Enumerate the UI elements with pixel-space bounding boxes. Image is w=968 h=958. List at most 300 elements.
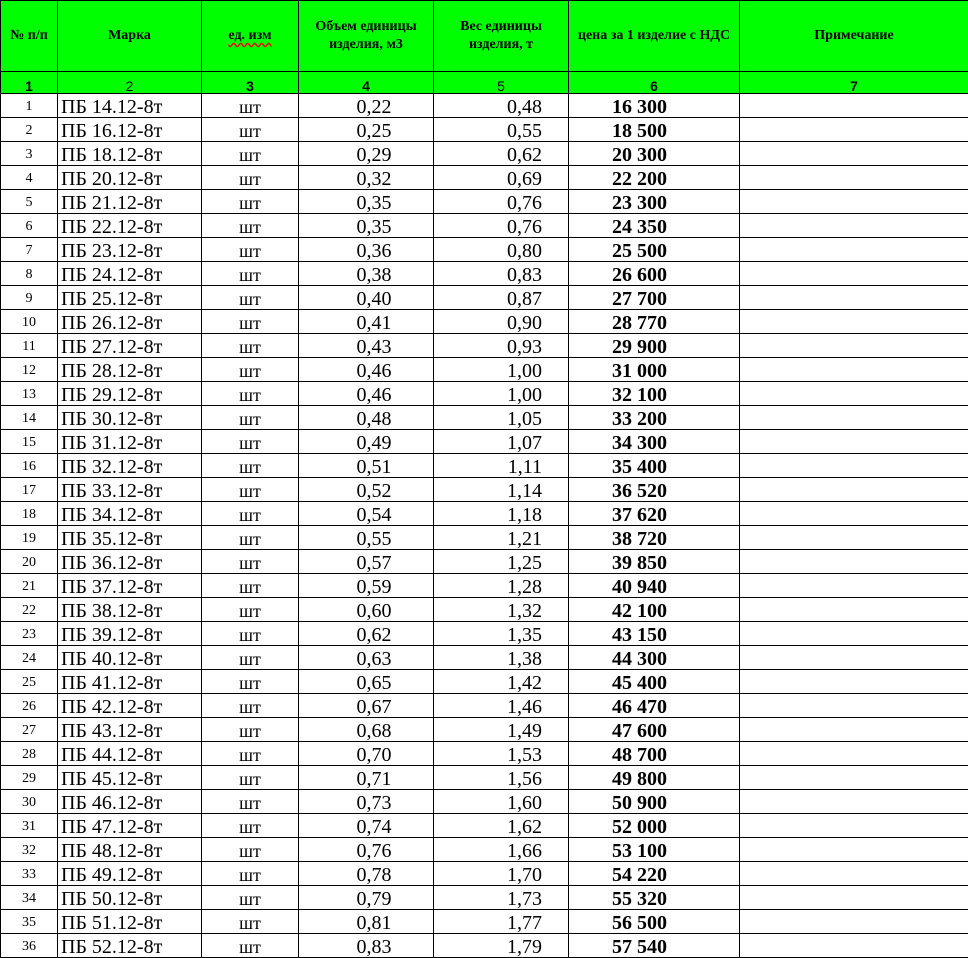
table-row	[1, 694, 968, 718]
cell-volume[interactable]: 0,41	[299, 310, 434, 334]
cell-volume[interactable]: 0,62	[299, 622, 434, 646]
cell-volume[interactable]: 0,38	[299, 262, 434, 286]
cell-mark[interactable]: ПБ 29.12-8т	[58, 382, 202, 406]
cell-weight[interactable]: 1,77	[434, 910, 569, 934]
cell-weight[interactable]: 0,87	[434, 286, 569, 310]
cell-mark[interactable]: ПБ 48.12-8т	[58, 838, 202, 862]
cell-mark[interactable]: ПБ 44.12-8т	[58, 742, 202, 766]
cell-volume[interactable]: 0,65	[299, 670, 434, 694]
cell-volume[interactable]: 0,36	[299, 238, 434, 262]
cell-volume[interactable]: 0,29	[299, 142, 434, 166]
table-row	[1, 310, 968, 334]
cell-volume[interactable]: 0,73	[299, 790, 434, 814]
table-row	[1, 550, 968, 574]
table-row	[1, 166, 968, 190]
cell-note[interactable]	[740, 454, 968, 478]
cell-row-number[interactable]: 32	[1, 838, 58, 862]
cell-volume[interactable]: 0,76	[299, 838, 434, 862]
cell-volume[interactable]: 0,57	[299, 550, 434, 574]
cell-row-number[interactable]: 7	[1, 238, 58, 262]
cell-unit[interactable]: шт	[202, 550, 299, 574]
cell-volume[interactable]: 0,35	[299, 214, 434, 238]
cell-note[interactable]	[740, 670, 968, 694]
table-row	[1, 94, 968, 118]
cell-mark[interactable]: ПБ 24.12-8т	[58, 262, 202, 286]
cell-unit[interactable]: шт	[202, 334, 299, 358]
cell-note[interactable]	[740, 910, 968, 934]
cell-row-number[interactable]: 28	[1, 742, 58, 766]
cell-price[interactable]: 23 300	[569, 190, 740, 214]
cell-price[interactable]: 46 470	[569, 694, 740, 718]
cell-row-number[interactable]: 22	[1, 598, 58, 622]
cell-volume[interactable]: 0,22	[299, 94, 434, 118]
cell-unit[interactable]: шт	[202, 838, 299, 862]
header-weight[interactable]: Вес единицы изделия, т	[434, 1, 569, 72]
cell-volume[interactable]: 0,68	[299, 718, 434, 742]
cell-mark[interactable]: ПБ 31.12-8т	[58, 430, 202, 454]
cell-row-number[interactable]: 27	[1, 718, 58, 742]
table-row	[1, 214, 968, 238]
header-unit-label: ед. изм	[228, 28, 271, 43]
table-row	[1, 670, 968, 694]
cell-weight[interactable]: 0,83	[434, 262, 569, 286]
cell-volume[interactable]: 0,55	[299, 526, 434, 550]
cell-mark[interactable]: ПБ 46.12-8т	[58, 790, 202, 814]
cell-unit[interactable]: шт	[202, 262, 299, 286]
cell-mark[interactable]: ПБ 50.12-8т	[58, 886, 202, 910]
cell-mark[interactable]: ПБ 42.12-8т	[58, 694, 202, 718]
cell-volume[interactable]: 0,46	[299, 382, 434, 406]
cell-note[interactable]	[740, 646, 968, 670]
cell-weight[interactable]: 1,07	[434, 430, 569, 454]
cell-price[interactable]: 16 300	[569, 94, 740, 118]
cell-price[interactable]: 43 150	[569, 622, 740, 646]
cell-row-number[interactable]: 17	[1, 478, 58, 502]
cell-row-number[interactable]: 19	[1, 526, 58, 550]
cell-weight[interactable]: 1,42	[434, 670, 569, 694]
cell-note[interactable]	[740, 862, 968, 886]
cell-row-number[interactable]: 34	[1, 886, 58, 910]
cell-volume[interactable]: 0,52	[299, 478, 434, 502]
cell-mark[interactable]: ПБ 43.12-8т	[58, 718, 202, 742]
cell-unit[interactable]: шт	[202, 814, 299, 838]
cell-volume[interactable]: 0,40	[299, 286, 434, 310]
cell-note[interactable]	[740, 814, 968, 838]
cell-volume[interactable]: 0,60	[299, 598, 434, 622]
cell-note[interactable]	[740, 190, 968, 214]
cell-unit[interactable]: шт	[202, 742, 299, 766]
cell-note[interactable]	[740, 550, 968, 574]
table-row	[1, 502, 968, 526]
cell-price[interactable]: 52 000	[569, 814, 740, 838]
cell-volume[interactable]: 0,48	[299, 406, 434, 430]
cell-weight[interactable]: 1,28	[434, 574, 569, 598]
cell-note[interactable]	[740, 382, 968, 406]
table-row	[1, 190, 968, 214]
cell-note[interactable]	[740, 838, 968, 862]
column-number[interactable]: 3	[202, 72, 299, 94]
cell-price[interactable]: 33 200	[569, 406, 740, 430]
cell-note[interactable]	[740, 574, 968, 598]
cell-unit[interactable]: шт	[202, 790, 299, 814]
cell-note[interactable]	[740, 118, 968, 142]
cell-unit[interactable]: шт	[202, 526, 299, 550]
cell-weight[interactable]: 1,56	[434, 766, 569, 790]
cell-weight[interactable]: 1,49	[434, 718, 569, 742]
cell-note[interactable]	[740, 694, 968, 718]
cell-weight[interactable]: 1,38	[434, 646, 569, 670]
cell-volume[interactable]: 0,71	[299, 766, 434, 790]
cell-volume[interactable]: 0,63	[299, 646, 434, 670]
cell-unit[interactable]: шт	[202, 358, 299, 382]
cell-volume[interactable]: 0,25	[299, 118, 434, 142]
cell-mark[interactable]: ПБ 22.12-8т	[58, 214, 202, 238]
header-unit[interactable]	[202, 1, 299, 72]
cell-note[interactable]	[740, 718, 968, 742]
cell-mark[interactable]: ПБ 27.12-8т	[58, 334, 202, 358]
cell-weight[interactable]: 1,46	[434, 694, 569, 718]
cell-row-number[interactable]: 2	[1, 118, 58, 142]
cell-row-number[interactable]: 3	[1, 142, 58, 166]
table-row	[1, 814, 968, 838]
cell-weight[interactable]: 1,35	[434, 622, 569, 646]
cell-row-number[interactable]: 16	[1, 454, 58, 478]
cell-price[interactable]: 39 850	[569, 550, 740, 574]
cell-note[interactable]	[740, 214, 968, 238]
cell-weight[interactable]: 1,18	[434, 502, 569, 526]
cell-price[interactable]: 50 900	[569, 790, 740, 814]
cell-price[interactable]: 42 100	[569, 598, 740, 622]
cell-weight[interactable]: 0,62	[434, 142, 569, 166]
cell-note[interactable]	[740, 934, 968, 958]
cell-mark[interactable]: ПБ 52.12-8т	[58, 934, 202, 958]
table-row	[1, 430, 968, 454]
header-price[interactable]: цена за 1 изделие с НДС	[569, 1, 740, 72]
cell-unit[interactable]: шт	[202, 502, 299, 526]
cell-volume[interactable]: 0,70	[299, 742, 434, 766]
cell-weight[interactable]: 0,80	[434, 238, 569, 262]
cell-row-number[interactable]: 33	[1, 862, 58, 886]
cell-row-number[interactable]: 14	[1, 406, 58, 430]
cell-weight[interactable]: 0,93	[434, 334, 569, 358]
cell-note[interactable]	[740, 478, 968, 502]
header-mark[interactable]: Марка	[58, 1, 202, 72]
cell-note[interactable]	[740, 430, 968, 454]
cell-row-number[interactable]: 1	[1, 94, 58, 118]
cell-volume[interactable]: 0,32	[299, 166, 434, 190]
cell-unit[interactable]: шт	[202, 454, 299, 478]
cell-mark[interactable]: ПБ 39.12-8т	[58, 622, 202, 646]
cell-price[interactable]: 48 700	[569, 742, 740, 766]
cell-row-number[interactable]: 8	[1, 262, 58, 286]
cell-weight[interactable]: 0,55	[434, 118, 569, 142]
cell-weight[interactable]: 1,73	[434, 886, 569, 910]
cell-price[interactable]: 18 500	[569, 118, 740, 142]
column-number[interactable]: 4	[299, 72, 434, 94]
cell-note[interactable]	[740, 262, 968, 286]
table-row	[1, 286, 968, 310]
cell-note[interactable]	[740, 598, 968, 622]
cell-weight[interactable]: 0,76	[434, 214, 569, 238]
cell-weight[interactable]: 1,00	[434, 382, 569, 406]
cell-mark[interactable]: ПБ 32.12-8т	[58, 454, 202, 478]
cell-volume[interactable]: 0,59	[299, 574, 434, 598]
cell-unit[interactable]: шт	[202, 574, 299, 598]
cell-unit[interactable]: шт	[202, 382, 299, 406]
cell-row-number[interactable]: 18	[1, 502, 58, 526]
cell-price[interactable]: 38 720	[569, 526, 740, 550]
cell-mark[interactable]: ПБ 47.12-8т	[58, 814, 202, 838]
table-row	[1, 646, 968, 670]
cell-mark[interactable]: ПБ 37.12-8т	[58, 574, 202, 598]
cell-unit[interactable]: шт	[202, 94, 299, 118]
cell-unit[interactable]: шт	[202, 166, 299, 190]
cell-row-number[interactable]: 30	[1, 790, 58, 814]
cell-note[interactable]	[740, 406, 968, 430]
cell-unit[interactable]: шт	[202, 934, 299, 958]
cell-note[interactable]	[740, 94, 968, 118]
cell-price[interactable]: 22 200	[569, 166, 740, 190]
cell-mark[interactable]: ПБ 14.12-8т	[58, 94, 202, 118]
cell-volume[interactable]: 0,51	[299, 454, 434, 478]
cell-row-number[interactable]: 29	[1, 766, 58, 790]
cell-unit[interactable]: шт	[202, 118, 299, 142]
cell-unit[interactable]: шт	[202, 910, 299, 934]
cell-mark[interactable]: ПБ 34.12-8т	[58, 502, 202, 526]
cell-row-number[interactable]: 5	[1, 190, 58, 214]
cell-row-number[interactable]: 11	[1, 334, 58, 358]
cell-volume[interactable]: 0,81	[299, 910, 434, 934]
header-no[interactable]: № п/п	[1, 1, 58, 72]
cell-mark[interactable]: ПБ 35.12-8т	[58, 526, 202, 550]
column-number[interactable]: 7	[740, 72, 968, 94]
header-note[interactable]: Примечание	[740, 1, 968, 72]
cell-weight[interactable]: 1,79	[434, 934, 569, 958]
table-row	[1, 406, 968, 430]
cell-unit[interactable]: шт	[202, 430, 299, 454]
header-row	[1, 1, 968, 72]
cell-unit[interactable]: шт	[202, 190, 299, 214]
cell-unit[interactable]: шт	[202, 406, 299, 430]
cell-weight[interactable]: 1,62	[434, 814, 569, 838]
cell-note[interactable]	[740, 622, 968, 646]
column-number[interactable]: 5	[434, 72, 569, 94]
cell-weight[interactable]: 0,48	[434, 94, 569, 118]
cell-price[interactable]: 36 520	[569, 478, 740, 502]
cell-unit[interactable]: шт	[202, 646, 299, 670]
cell-mark[interactable]: ПБ 23.12-8т	[58, 238, 202, 262]
cell-volume[interactable]: 0,35	[299, 190, 434, 214]
table-row	[1, 790, 968, 814]
cell-price[interactable]: 49 800	[569, 766, 740, 790]
cell-price[interactable]: 28 770	[569, 310, 740, 334]
cell-note[interactable]	[740, 790, 968, 814]
cell-unit[interactable]: шт	[202, 862, 299, 886]
cell-weight[interactable]: 0,76	[434, 190, 569, 214]
cell-note[interactable]	[740, 142, 968, 166]
cell-unit[interactable]: шт	[202, 142, 299, 166]
cell-price[interactable]: 35 400	[569, 454, 740, 478]
cell-row-number[interactable]: 25	[1, 670, 58, 694]
table-row	[1, 838, 968, 862]
cell-mark[interactable]: ПБ 33.12-8т	[58, 478, 202, 502]
cell-price[interactable]: 57 540	[569, 934, 740, 958]
cell-row-number[interactable]: 12	[1, 358, 58, 382]
cell-mark[interactable]: ПБ 18.12-8т	[58, 142, 202, 166]
cell-volume[interactable]: 0,46	[299, 358, 434, 382]
cell-volume[interactable]: 0,49	[299, 430, 434, 454]
cell-weight[interactable]: 1,14	[434, 478, 569, 502]
cell-weight[interactable]: 1,21	[434, 526, 569, 550]
table-row	[1, 478, 968, 502]
cell-mark[interactable]: ПБ 28.12-8т	[58, 358, 202, 382]
cell-price[interactable]: 55 320	[569, 886, 740, 910]
cell-price[interactable]: 34 300	[569, 430, 740, 454]
cell-volume[interactable]: 0,67	[299, 694, 434, 718]
column-number-row	[1, 72, 968, 94]
table-row	[1, 622, 968, 646]
cell-price[interactable]: 44 300	[569, 646, 740, 670]
cell-row-number[interactable]: 23	[1, 622, 58, 646]
cell-weight[interactable]: 1,32	[434, 598, 569, 622]
cell-mark[interactable]: ПБ 36.12-8т	[58, 550, 202, 574]
cell-price[interactable]: 40 940	[569, 574, 740, 598]
cell-note[interactable]	[740, 238, 968, 262]
cell-unit[interactable]: шт	[202, 238, 299, 262]
cell-mark[interactable]: ПБ 26.12-8т	[58, 310, 202, 334]
cell-mark[interactable]: ПБ 38.12-8т	[58, 598, 202, 622]
cell-row-number[interactable]: 20	[1, 550, 58, 574]
cell-unit[interactable]: шт	[202, 886, 299, 910]
cell-price[interactable]: 31 000	[569, 358, 740, 382]
cell-unit[interactable]: шт	[202, 214, 299, 238]
cell-unit[interactable]: шт	[202, 670, 299, 694]
cell-note[interactable]	[740, 286, 968, 310]
cell-price[interactable]: 25 500	[569, 238, 740, 262]
cell-note[interactable]	[740, 334, 968, 358]
cell-unit[interactable]: шт	[202, 694, 299, 718]
cell-mark[interactable]: ПБ 16.12-8т	[58, 118, 202, 142]
cell-price[interactable]: 47 600	[569, 718, 740, 742]
cell-unit[interactable]: шт	[202, 310, 299, 334]
cell-volume[interactable]: 0,74	[299, 814, 434, 838]
table-row	[1, 334, 968, 358]
table-row	[1, 454, 968, 478]
cell-mark[interactable]: ПБ 25.12-8т	[58, 286, 202, 310]
cell-mark[interactable]: ПБ 45.12-8т	[58, 766, 202, 790]
column-number[interactable]: 2	[58, 72, 202, 94]
cell-price[interactable]: 45 400	[569, 670, 740, 694]
cell-price[interactable]: 53 100	[569, 838, 740, 862]
cell-mark[interactable]: ПБ 40.12-8т	[58, 646, 202, 670]
cell-unit[interactable]: шт	[202, 766, 299, 790]
column-number[interactable]: 1	[1, 72, 58, 94]
cell-mark[interactable]: ПБ 41.12-8т	[58, 670, 202, 694]
cell-note[interactable]	[740, 742, 968, 766]
table-body	[1, 94, 968, 958]
cell-weight[interactable]: 0,69	[434, 166, 569, 190]
cell-volume[interactable]: 0,83	[299, 934, 434, 958]
cell-mark[interactable]: ПБ 30.12-8т	[58, 406, 202, 430]
cell-row-number[interactable]: 9	[1, 286, 58, 310]
cell-volume[interactable]: 0,78	[299, 862, 434, 886]
table-row	[1, 142, 968, 166]
table-row	[1, 526, 968, 550]
header-volume[interactable]: Объем единицы изделия, м3	[299, 1, 434, 72]
cell-note[interactable]	[740, 526, 968, 550]
cell-weight[interactable]: 1,53	[434, 742, 569, 766]
cell-unit[interactable]: шт	[202, 598, 299, 622]
cell-price[interactable]: 54 220	[569, 862, 740, 886]
cell-weight[interactable]: 1,66	[434, 838, 569, 862]
table-row	[1, 118, 968, 142]
cell-mark[interactable]: ПБ 51.12-8т	[58, 910, 202, 934]
cell-unit[interactable]: шт	[202, 478, 299, 502]
cell-row-number[interactable]: 24	[1, 646, 58, 670]
table-header	[1, 1, 968, 94]
cell-price[interactable]: 27 700	[569, 286, 740, 310]
cell-row-number[interactable]: 26	[1, 694, 58, 718]
cell-weight[interactable]: 1,11	[434, 454, 569, 478]
cell-row-number[interactable]: 10	[1, 310, 58, 334]
cell-mark[interactable]: ПБ 21.12-8т	[58, 190, 202, 214]
cell-row-number[interactable]: 13	[1, 382, 58, 406]
cell-volume[interactable]: 0,54	[299, 502, 434, 526]
cell-row-number[interactable]: 36	[1, 934, 58, 958]
cell-unit[interactable]: шт	[202, 286, 299, 310]
cell-weight[interactable]: 1,60	[434, 790, 569, 814]
cell-price[interactable]: 37 620	[569, 502, 740, 526]
cell-price[interactable]: 29 900	[569, 334, 740, 358]
cell-row-number[interactable]: 31	[1, 814, 58, 838]
cell-row-number[interactable]: 21	[1, 574, 58, 598]
cell-row-number[interactable]: 6	[1, 214, 58, 238]
table-row	[1, 262, 968, 286]
cell-price[interactable]: 20 300	[569, 142, 740, 166]
cell-weight[interactable]: 1,25	[434, 550, 569, 574]
table-row	[1, 862, 968, 886]
cell-row-number[interactable]: 35	[1, 910, 58, 934]
cell-weight[interactable]: 1,00	[434, 358, 569, 382]
column-number[interactable]: 6	[569, 72, 740, 94]
table-row	[1, 742, 968, 766]
cell-note[interactable]	[740, 502, 968, 526]
cell-mark[interactable]: ПБ 20.12-8т	[58, 166, 202, 190]
cell-note[interactable]	[740, 766, 968, 790]
cell-weight[interactable]: 0,90	[434, 310, 569, 334]
cell-mark[interactable]: ПБ 49.12-8т	[58, 862, 202, 886]
cell-note[interactable]	[740, 166, 968, 190]
cell-row-number[interactable]: 4	[1, 166, 58, 190]
cell-note[interactable]	[740, 310, 968, 334]
cell-volume[interactable]: 0,43	[299, 334, 434, 358]
table-row	[1, 574, 968, 598]
cell-weight[interactable]: 1,70	[434, 862, 569, 886]
table-row	[1, 238, 968, 262]
cell-price[interactable]: 26 600	[569, 262, 740, 286]
cell-note[interactable]	[740, 358, 968, 382]
cell-unit[interactable]: шт	[202, 718, 299, 742]
cell-price[interactable]: 56 500	[569, 910, 740, 934]
cell-volume[interactable]: 0,79	[299, 886, 434, 910]
table-row	[1, 358, 968, 382]
cell-weight[interactable]: 1,05	[434, 406, 569, 430]
cell-unit[interactable]: шт	[202, 622, 299, 646]
cell-price[interactable]: 24 350	[569, 214, 740, 238]
cell-row-number[interactable]: 15	[1, 430, 58, 454]
cell-note[interactable]	[740, 886, 968, 910]
cell-price[interactable]: 32 100	[569, 382, 740, 406]
